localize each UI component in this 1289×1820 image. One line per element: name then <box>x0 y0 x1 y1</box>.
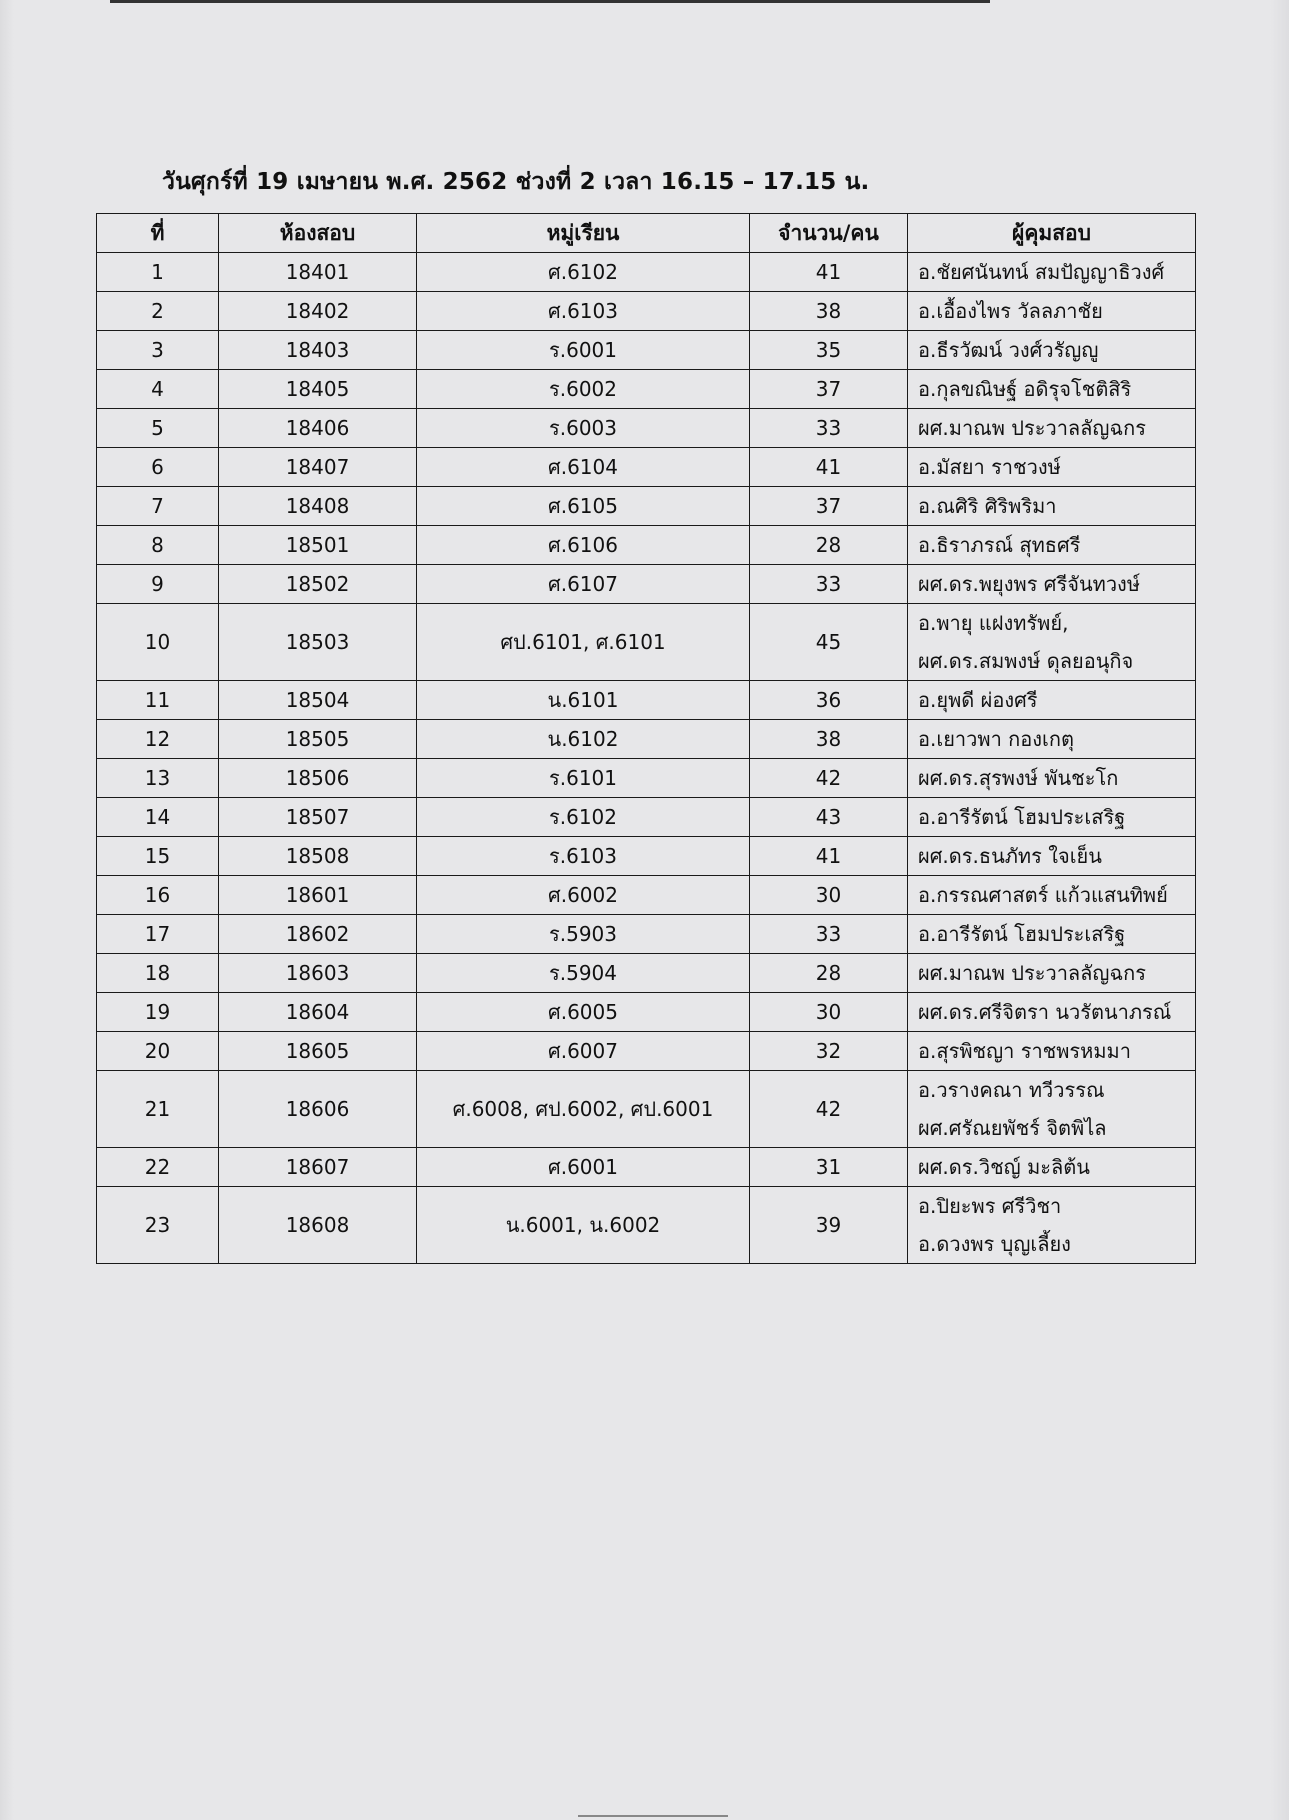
cell-count: 30 <box>750 993 908 1032</box>
table-row <box>97 604 1196 681</box>
cell-group: ศ.6107 <box>417 565 750 604</box>
cell-proctor <box>908 487 1196 526</box>
cell-proctor <box>908 837 1196 876</box>
cell-count: 35 <box>750 331 908 370</box>
cell-proctor <box>908 448 1196 487</box>
proctor-name: อ.ธีรวัฒน์ วงศ์วรัญญู <box>918 338 1099 362</box>
cell-count: 28 <box>750 954 908 993</box>
cell-group: ร.6102 <box>417 798 750 837</box>
cell-count: 41 <box>750 448 908 487</box>
table-row <box>97 526 1196 565</box>
cell-no: 3 <box>97 331 219 370</box>
proctor-name: อ.อารีรัตน์ โฮมประเสริฐ <box>918 805 1126 829</box>
cell-group: ร.6101 <box>417 759 750 798</box>
proctor-name: ผศ.ดร.สมพงษ์ ดุลยอนุกิจ <box>918 649 1134 673</box>
cell-group: ศ.6102 <box>417 253 750 292</box>
table-row <box>97 370 1196 409</box>
cell-room: 18504 <box>219 681 417 720</box>
table-row <box>97 565 1196 604</box>
cell-room: 18406 <box>219 409 417 448</box>
cell-count: 41 <box>750 837 908 876</box>
cell-no: 12 <box>97 720 219 759</box>
cell-group: ศ.6005 <box>417 993 750 1032</box>
cell-proctor <box>908 798 1196 837</box>
table-row <box>97 798 1196 837</box>
cell-no: 18 <box>97 954 219 993</box>
cell-no: 20 <box>97 1032 219 1071</box>
table-row <box>97 837 1196 876</box>
table-row <box>97 292 1196 331</box>
cell-proctor <box>908 1071 1196 1148</box>
proctor-name: อ.ดวงพร บุญเลี้ยง <box>918 1232 1071 1256</box>
cell-count: 28 <box>750 526 908 565</box>
table-row <box>97 1071 1196 1148</box>
cell-proctor <box>908 370 1196 409</box>
table-row <box>97 1187 1196 1264</box>
cell-room: 18603 <box>219 954 417 993</box>
cell-proctor <box>908 681 1196 720</box>
table-row <box>97 487 1196 526</box>
cell-no: 19 <box>97 993 219 1032</box>
cell-proctor <box>908 565 1196 604</box>
header-proctor: ผู้คุมสอบ <box>908 214 1196 253</box>
table-row <box>97 915 1196 954</box>
proctor-name: อ.อารีรัตน์ โฮมประเสริฐ <box>918 922 1126 946</box>
cell-room: 18608 <box>219 1187 417 1264</box>
proctor-name: อ.ชัยศนันทน์ สมปัญญาธิวงศ์ <box>918 260 1165 284</box>
table-row <box>97 993 1196 1032</box>
cell-no: 23 <box>97 1187 219 1264</box>
cell-no: 11 <box>97 681 219 720</box>
proctor-name: ผศ.ดร.พยุงพร ศรีจันทวงษ์ <box>918 572 1141 596</box>
cell-no: 8 <box>97 526 219 565</box>
proctor-name: อ.มัสยา ราชวงษ์ <box>918 455 1061 479</box>
cell-room: 18606 <box>219 1071 417 1148</box>
cell-count: 32 <box>750 1032 908 1071</box>
header-room: ห้องสอบ <box>219 214 417 253</box>
cell-room: 18607 <box>219 1148 417 1187</box>
cell-no: 7 <box>97 487 219 526</box>
cell-no: 17 <box>97 915 219 954</box>
cell-room: 18408 <box>219 487 417 526</box>
cell-no: 22 <box>97 1148 219 1187</box>
table-row <box>97 409 1196 448</box>
proctor-name: อ.วรางคณา ทวีวรรณ <box>918 1078 1105 1102</box>
cell-room: 18508 <box>219 837 417 876</box>
cell-proctor <box>908 1187 1196 1264</box>
cell-room: 18501 <box>219 526 417 565</box>
cell-count: 37 <box>750 487 908 526</box>
cell-group: ศ.6007 <box>417 1032 750 1071</box>
page-title: วันศุกร์ที่ 19 เมษายน พ.ศ. 2562 ช่วงที่ 2 เวลา 16.15 – 17.15 น. <box>162 169 870 195</box>
cell-count: 38 <box>750 292 908 331</box>
cell-room: 18604 <box>219 993 417 1032</box>
proctor-name: อ.ธิราภรณ์ สุทธศรี <box>918 533 1081 557</box>
cell-group: ร.6003 <box>417 409 750 448</box>
table-row <box>97 876 1196 915</box>
proctor-name: อ.ณศิริ ศิริพริมา <box>918 494 1057 518</box>
cell-room: 18403 <box>219 331 417 370</box>
table-row <box>97 720 1196 759</box>
cell-count: 45 <box>750 604 908 681</box>
cell-room: 18505 <box>219 720 417 759</box>
cell-count: 38 <box>750 720 908 759</box>
cell-proctor <box>908 331 1196 370</box>
cell-group: ร.6103 <box>417 837 750 876</box>
proctor-name: ผศ.ดร.สุรพงษ์ พันชะโก <box>918 766 1119 790</box>
cell-proctor <box>908 1032 1196 1071</box>
cell-group: ร.6002 <box>417 370 750 409</box>
cell-group: น.6102 <box>417 720 750 759</box>
proctor-name: อ.พายุ แฝงทรัพย์, <box>918 611 1069 635</box>
cell-no: 13 <box>97 759 219 798</box>
cell-room: 18401 <box>219 253 417 292</box>
cell-count: 33 <box>750 915 908 954</box>
cell-proctor <box>908 526 1196 565</box>
cell-no: 5 <box>97 409 219 448</box>
cell-no: 1 <box>97 253 219 292</box>
cell-group: ศ.6008, ศป.6002, ศป.6001 <box>417 1071 750 1148</box>
cell-no: 10 <box>97 604 219 681</box>
cell-proctor <box>908 604 1196 681</box>
proctor-name: อ.กรรณศาสตร์ แก้วแสนทิพย์ <box>918 883 1168 907</box>
header-count: จำนวน/คน <box>750 214 908 253</box>
cell-room: 18503 <box>219 604 417 681</box>
cell-room: 18502 <box>219 565 417 604</box>
table-row <box>97 759 1196 798</box>
cell-group: ศ.6105 <box>417 487 750 526</box>
cell-room: 18407 <box>219 448 417 487</box>
cell-proctor <box>908 253 1196 292</box>
table-row <box>97 1032 1196 1071</box>
cell-proctor <box>908 759 1196 798</box>
cell-proctor <box>908 720 1196 759</box>
cell-room: 18402 <box>219 292 417 331</box>
proctor-name: อ.กุลขณิษฐ์ อดิรุจโชติสิริ <box>918 377 1132 401</box>
cell-group: ศป.6101, ศ.6101 <box>417 604 750 681</box>
cell-group: ศ.6104 <box>417 448 750 487</box>
proctor-name: ผศ.มาณพ ประวาลลัญฉกร <box>918 961 1146 985</box>
proctor-name: อ.ปิยะพร ศรีวิชา <box>918 1194 1062 1218</box>
proctor-name: ผศ.ศรัณยพัชร์ จิตพิไล <box>918 1116 1107 1140</box>
table-row <box>97 681 1196 720</box>
cell-proctor <box>908 954 1196 993</box>
cell-proctor <box>908 292 1196 331</box>
cell-group: ร.6001 <box>417 331 750 370</box>
table-row <box>97 954 1196 993</box>
proctor-name: ผศ.ดร.วิชญ์ มะลิต้น <box>918 1155 1090 1179</box>
cell-group: ศ.6106 <box>417 526 750 565</box>
cell-proctor <box>908 876 1196 915</box>
header-no: ที่ <box>97 214 219 253</box>
cell-count: 39 <box>750 1187 908 1264</box>
cell-group: น.6001, น.6002 <box>417 1187 750 1264</box>
cell-no: 16 <box>97 876 219 915</box>
cell-no: 21 <box>97 1071 219 1148</box>
proctor-name: อ.ยุพดี ผ่องศรี <box>918 688 1038 712</box>
cell-room: 18405 <box>219 370 417 409</box>
proctor-name: อ.เอื้องไพร วัลลภาชัย <box>918 299 1103 323</box>
exam-schedule-table <box>96 213 1196 1264</box>
table-row <box>97 448 1196 487</box>
table-header-row <box>97 214 1196 253</box>
table-body <box>97 253 1196 1264</box>
cell-no: 6 <box>97 448 219 487</box>
scan-edge-line-bottom <box>578 1815 728 1817</box>
table-row <box>97 331 1196 370</box>
cell-count: 33 <box>750 409 908 448</box>
cell-count: 42 <box>750 1071 908 1148</box>
cell-group: น.6101 <box>417 681 750 720</box>
cell-group: ศ.6103 <box>417 292 750 331</box>
cell-room: 18506 <box>219 759 417 798</box>
scan-edge-line <box>110 0 990 3</box>
cell-count: 43 <box>750 798 908 837</box>
cell-proctor <box>908 993 1196 1032</box>
cell-no: 14 <box>97 798 219 837</box>
proctor-name: ผศ.มาณพ ประวาลลัญฉกร <box>918 416 1146 440</box>
cell-room: 18602 <box>219 915 417 954</box>
cell-room: 18507 <box>219 798 417 837</box>
cell-no: 2 <box>97 292 219 331</box>
header-group: หมู่เรียน <box>417 214 750 253</box>
proctor-name: อ.เยาวพา กองเกตุ <box>918 727 1074 751</box>
cell-room: 18601 <box>219 876 417 915</box>
cell-count: 33 <box>750 565 908 604</box>
cell-no: 15 <box>97 837 219 876</box>
cell-count: 30 <box>750 876 908 915</box>
cell-proctor <box>908 409 1196 448</box>
cell-count: 36 <box>750 681 908 720</box>
cell-proctor <box>908 915 1196 954</box>
cell-count: 41 <box>750 253 908 292</box>
cell-group: ร.5903 <box>417 915 750 954</box>
cell-count: 37 <box>750 370 908 409</box>
cell-no: 9 <box>97 565 219 604</box>
cell-room: 18605 <box>219 1032 417 1071</box>
proctor-name: ผศ.ดร.ธนภัทร ใจเย็น <box>918 844 1102 868</box>
proctor-name: ผศ.ดร.ศรีจิตรา นวรัตนาภรณ์ <box>918 1000 1172 1024</box>
table-row <box>97 253 1196 292</box>
cell-no: 4 <box>97 370 219 409</box>
cell-proctor <box>908 1148 1196 1187</box>
table-row <box>97 1148 1196 1187</box>
cell-count: 42 <box>750 759 908 798</box>
cell-group: ศ.6002 <box>417 876 750 915</box>
cell-count: 31 <box>750 1148 908 1187</box>
cell-group: ศ.6001 <box>417 1148 750 1187</box>
proctor-name: อ.สุรพิชญา ราชพรหมมา <box>918 1039 1131 1063</box>
cell-group: ร.5904 <box>417 954 750 993</box>
